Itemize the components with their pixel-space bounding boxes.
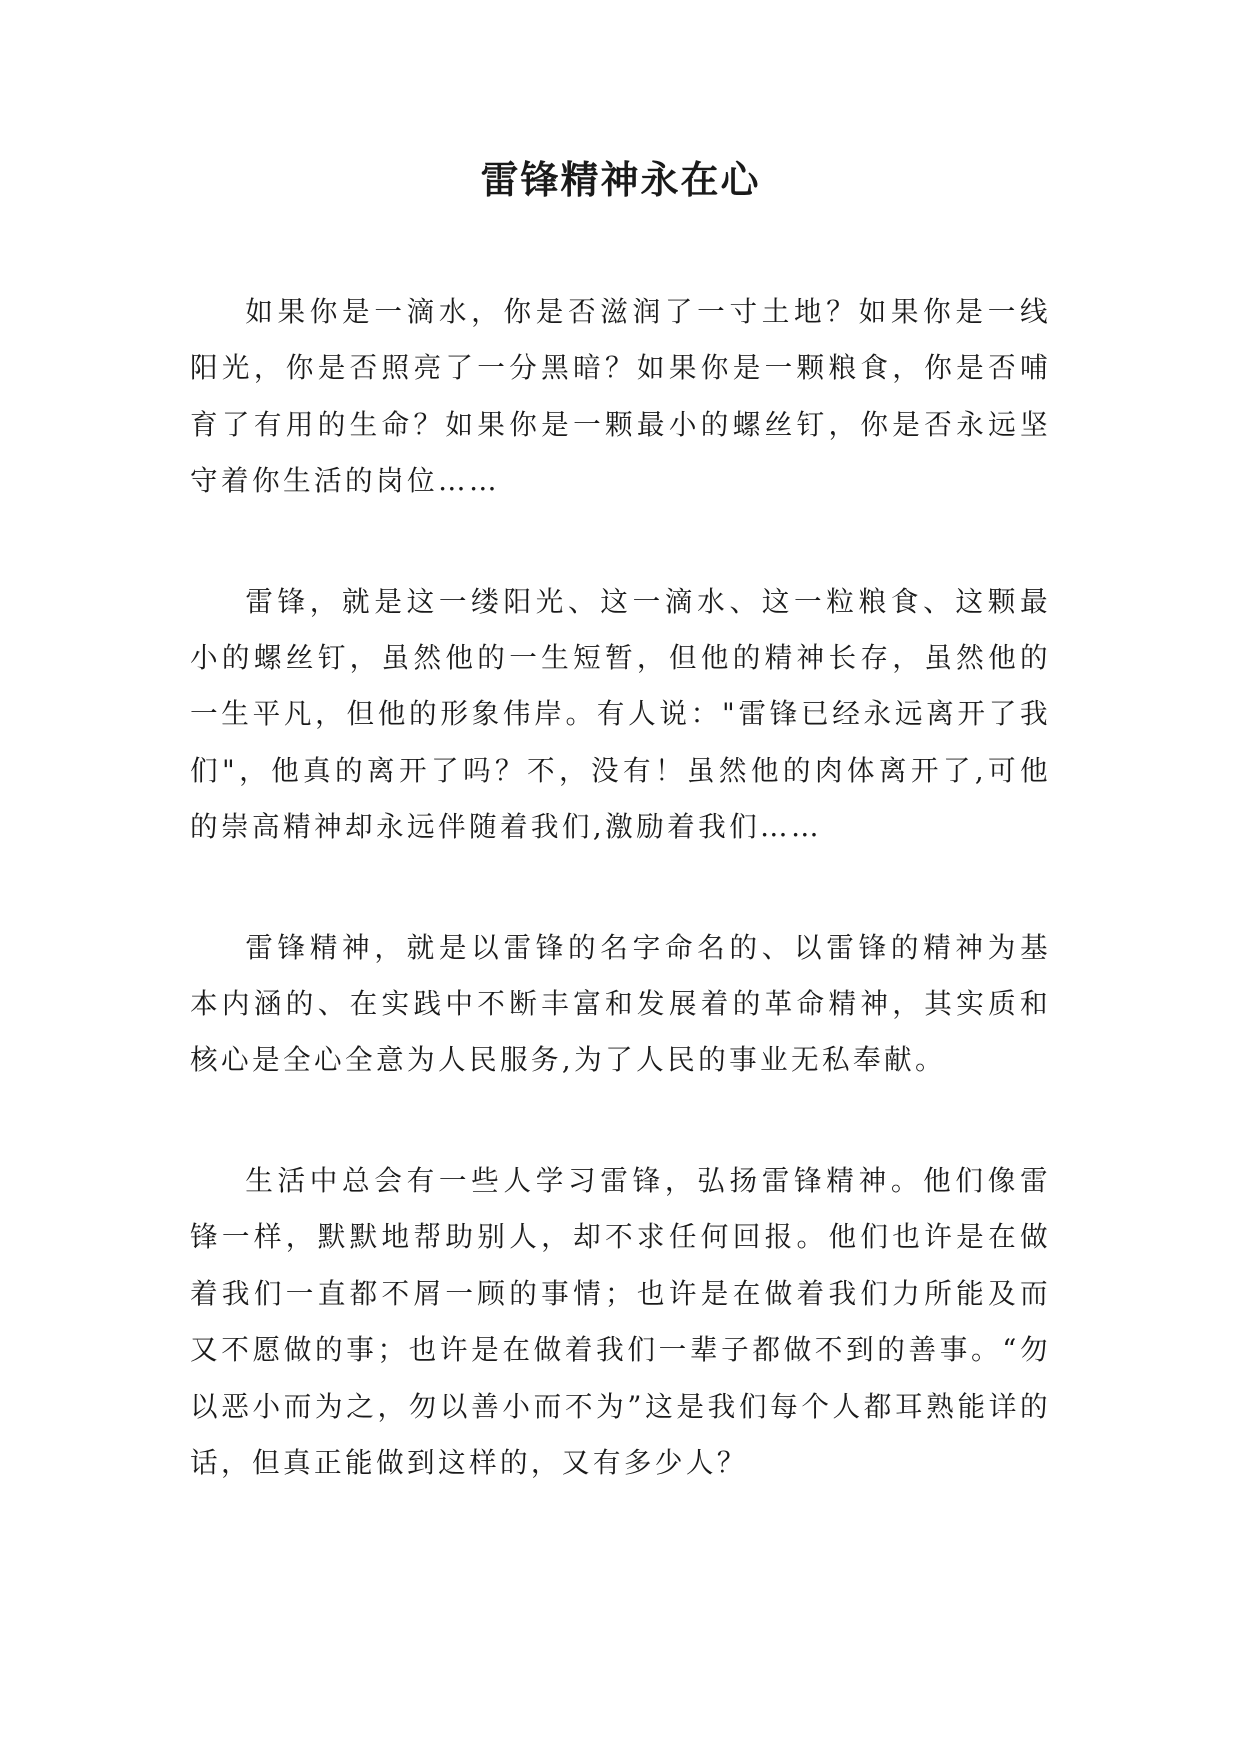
document-title: 雷锋精神永在心: [480, 158, 761, 202]
paragraph-1: 如果你是一滴水，你是否滋润了一寸土地？如果你是一线阳光，你是否照亮了一分黑暗？如果你是一颗粮食，你是否哺育了有用的生命？如果你是一颗最小的螺丝钉，你是否永远坚守着你生活的岗位……: [190, 295, 1051, 498]
paragraph-4: 生活中总会有一些人学习雷锋，弘扬雷锋精神。他们像雷锋一样，默默地帮助别人，却不求任何回报。他们也许是在做着我们一直都不屑一顾的事情；也许是在做着我们力所能及而又不愿做的事；也许是在做着我们一辈子都做不到的善事。“勿以恶小而为之，勿以善小而不为”这是我们每个人都耳熟能详的话，但真正能做到这样的，又有多少人？: [190, 1163, 1051, 1479]
paragraph-2: 雷锋，就是这一缕阳光、这一滴水、这一粒粮食、这颗最小的螺丝钉，虽然他的一生短暂，但他的精神长存，虽然他的一生平凡，但他的形象伟岸。有人说："雷锋已经永远离开了我们"，他真的离开了吗？不，没有！虽然他的肉体离开了,可他的崇高精神却永远伴随着我们,激励着我们……: [190, 584, 1051, 844]
paragraph-3: 雷锋精神，就是以雷锋的名字命名的、以雷锋的精神为基本内涵的、在实践中不断丰富和发展着的革命精神，其实质和核心是全心全意为人民服务,为了人民的事业无私奉献。: [190, 930, 1051, 1077]
document-body: [190, 284, 1051, 1491]
